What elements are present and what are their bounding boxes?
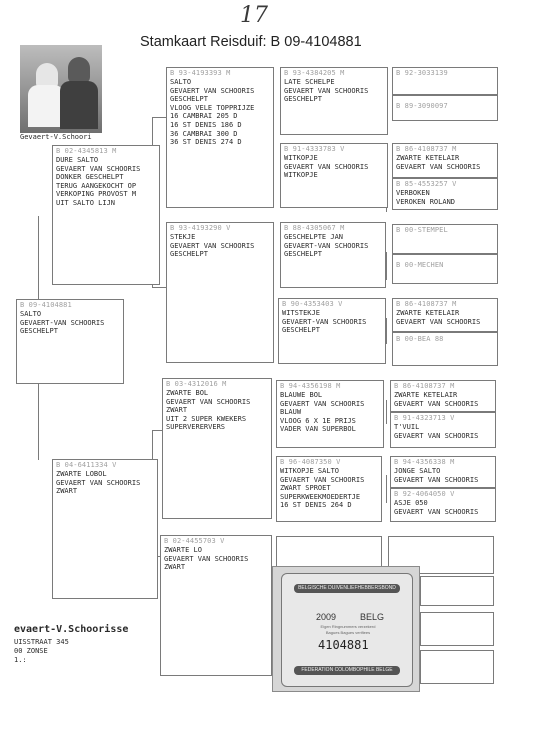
pigeon-name: ZWARTE LO [164,546,202,554]
ring-number: B 88-4305067 M [284,224,345,232]
breeder: GEVAERT VAN SCHOORIS [396,317,481,326]
pigeon-name: WITSTEKJE [282,309,320,317]
color: GESCHELPT [170,250,208,259]
color: GESCHELPT [284,95,322,104]
connector-line [152,287,166,288]
gggp-box [392,67,498,95]
owner-photo [20,45,102,133]
result: 16 CAMBRAI 205 D [170,112,238,121]
connector-line [386,475,387,503]
subject-pedigree-box [16,299,124,384]
pigeon-name: GESCHELPTE JAN [284,233,344,241]
connector-line [152,117,166,118]
grandsire-paternal-box [166,67,274,208]
connector-line [152,430,162,431]
breeder: GEVAERT VAN SCHOORIS [284,86,369,95]
result: 36 ST DENIS 274 D [170,138,242,147]
photo-caption: Gevaert-V.Schoori [20,133,92,141]
pigeon-name: SALTO [20,310,42,318]
owner-city: 00 ZONSE [14,647,48,655]
remark: VADER VAN SUPERBOL [280,425,356,434]
connector-line [38,383,39,460]
ring-number: B 00-STEMPEL [396,226,448,234]
ggp-box [280,67,388,135]
ring-number: B 94-4356198 M [280,382,341,390]
ggp-box [280,143,388,208]
gggp-box [390,488,496,522]
ring-number: B 90-4353403 V [282,300,343,308]
gggp-box [392,298,498,332]
pigeon-name: WITKOPJE SALTO [280,467,340,475]
gggp-box [390,456,496,488]
color: GESCHELPT [284,250,322,259]
ring-number: B 85-4553257 V [396,180,457,188]
connector-line [386,318,387,344]
remark: UIT 2 SUPER KWEKERS [166,414,247,423]
pigeon-name: JONGE SALTO [394,467,441,475]
ring-number: B 89-3090097 [396,102,448,110]
remark: VLOOG VELE TOPPRIJZE [170,103,255,112]
ring-number: B 86-4108737 M [394,382,455,390]
person-right-body [60,81,98,129]
breeder: GEVAERT VAN SCHOORIS [166,397,251,406]
granddam-maternal-box [160,535,272,676]
remark: UIT SALTO LIJN [56,198,116,207]
breeder: GEVAERT VAN SCHOORIS [170,86,255,95]
color: ZWART [164,563,186,572]
ring-number: B 93-4193290 V [170,224,231,232]
pigeon-name: ASJE 050 [394,499,428,507]
breeder: GEVAERT VAN SCHOORIS [394,507,479,516]
color: WITKOPJE [284,171,318,180]
pigeon-name: T'VUIL [394,423,420,431]
breeder: GEVAERT VAN SCHOORIS [170,241,255,250]
owner-address: UISSTRAAT 345 [14,638,69,646]
ring-number: B 96-4087350 V [280,458,341,466]
breeder: VEROKEN ROLAND [396,197,456,206]
pigeon-name: ZWARTE KETELAIR [396,154,460,162]
owner-name: evaert-V.Schoorisse [14,624,129,635]
breeder: GEVAERT VAN SCHOORIS [56,164,141,173]
ggp-box [276,380,384,448]
pigeon-name: DURE SALTO [56,156,99,164]
color: ZWART [56,487,78,496]
gggp-box-empty [420,576,494,606]
breeder: GEVAERT VAN SCHOORIS [396,162,481,171]
ggp-box [278,298,386,364]
breeder: GEVAERT VAN SCHOORIS [394,431,479,440]
stamp-country: BELG [360,612,385,622]
ring-number: B 93-4384205 M [284,69,345,77]
connector-line [386,252,387,280]
result: 36 CAMBRAI 300 D [170,129,238,138]
result: 16 ST DENIS 264 D [280,501,352,510]
breeder: GEVAERT VAN SCHOORIS [280,475,365,484]
dam-box [52,459,158,599]
breeder: GEVAERT VAN SCHOORIS [394,399,479,408]
color: GESCHELPT [170,95,208,104]
color: GESCHELPT [20,327,58,336]
pigeon-name: WITKOPJE [284,154,318,162]
grandsire-maternal-box [162,378,272,519]
ring-number: B 92-3033139 [396,69,448,77]
gggp-box-empty [420,612,494,646]
gggp-box [392,254,498,284]
ggp-box [280,222,386,288]
granddam-paternal-box [166,222,274,363]
gggp-box [392,178,498,210]
color: ZWART SPROET [280,484,331,493]
pigeon-name: ZWARTE BOL [166,389,209,397]
breeder: GEVAERT-VAN SCHOORIS [282,317,367,326]
remark: VLOOG 6 X 1E PRIJS [280,416,356,425]
ring-number: B 04-6411334 V [56,461,117,469]
ring-number: B 00-BEA 88 [396,335,444,343]
ring-number: B 92-4064050 V [394,490,455,498]
ring-number: B 93-4193393 M [170,69,231,77]
pigeon-name: BLAUWE BOL [280,391,323,399]
stamp-note: Eigen Ringnummers verzekerd [320,624,376,629]
ring-certificate-stamp [272,566,420,692]
ring-number: B 91-4323713 V [394,414,455,422]
breeder: GEVAERT-VAN SCHOORIS [20,318,105,327]
sire-box [52,145,160,285]
gggp-box-empty [420,650,494,684]
stamp-year: 2009 [316,612,337,622]
ring-number: B 86-4108737 M [396,145,457,153]
color: GESCHELPT [282,326,320,335]
ring-number: B 02-4455703 V [164,537,225,545]
page-number: 17 [240,3,268,28]
breeder: GEVAERT VAN SCHOORIS [280,399,365,408]
connector-line [38,216,39,301]
pigeon-name: SALTO [170,78,192,86]
stamp-bottom-band: FEDERATION COLOMBOPHILE BELGE [294,666,400,675]
breeder: GEVAERT-VAN SCHOORIS [284,241,369,250]
remark: SUPERVERERVERS [166,423,226,432]
color: ZWART [166,406,188,415]
ring-number: B 03-4312016 M [166,380,227,388]
person-right-head [68,57,90,83]
gggp-box [392,95,498,121]
ring-number: B 86-4108737 M [396,300,457,308]
gggp-box [392,224,498,254]
gggp-box [392,332,498,366]
breeder: GEVAERT VAN SCHOORIS [284,162,369,171]
breeder: GEVAERT VAN SCHOORIS [164,554,249,563]
ring-number: B 09-4104881 [20,301,72,309]
person-left-body [28,85,64,127]
result: 16 ST DENIS 186 D [170,120,242,129]
owner-phone: 1.: [14,656,27,664]
ring-number: B 94-4356338 M [394,458,455,466]
ring-number: B 91-4333783 V [284,145,345,153]
stamp-top-band: BELGISCHE DUIVENLIEFHEBBERSBOND [294,584,400,593]
ggp-box [276,456,382,522]
color: BLAUW [280,408,302,417]
breeder: GEVAERT VAN SCHOORIS [56,478,141,487]
remark: TERUG AANGEKOCHT OP [56,181,137,190]
pigeon-name: LATE SCHELPE [284,78,335,86]
gggp-box [392,143,498,178]
stamp-note: Bagues Bagues verifiees [325,630,371,635]
connector-line [386,400,387,424]
pigeon-name: VERBOKEN [396,189,430,197]
remark: SUPERKWEEKMOEDERTJE [280,492,361,501]
stamp-ring-number: 4104881 [318,638,369,652]
gggp-box [390,412,496,448]
color: DONKER GESCHELPT [56,173,124,182]
breeder: GEVAERT VAN SCHOORIS [394,475,479,484]
ring-number: B 00-MECHEN [396,261,444,269]
remark: VERKOPING PROVOST M [56,190,137,199]
gggp-box [390,380,496,412]
pigeon-name: ZWARTE LOBOL [56,470,107,478]
pigeon-name: STEKJE [170,233,196,241]
stamp-frame [281,573,413,687]
page-title: Stamkaart Reisduif: B 09-4104881 [140,34,362,50]
pigeon-name: ZWARTE KETELAIR [394,391,458,399]
ring-number: B 02-4345813 M [56,147,117,155]
pigeon-name: ZWARTE KETELAIR [396,309,460,317]
